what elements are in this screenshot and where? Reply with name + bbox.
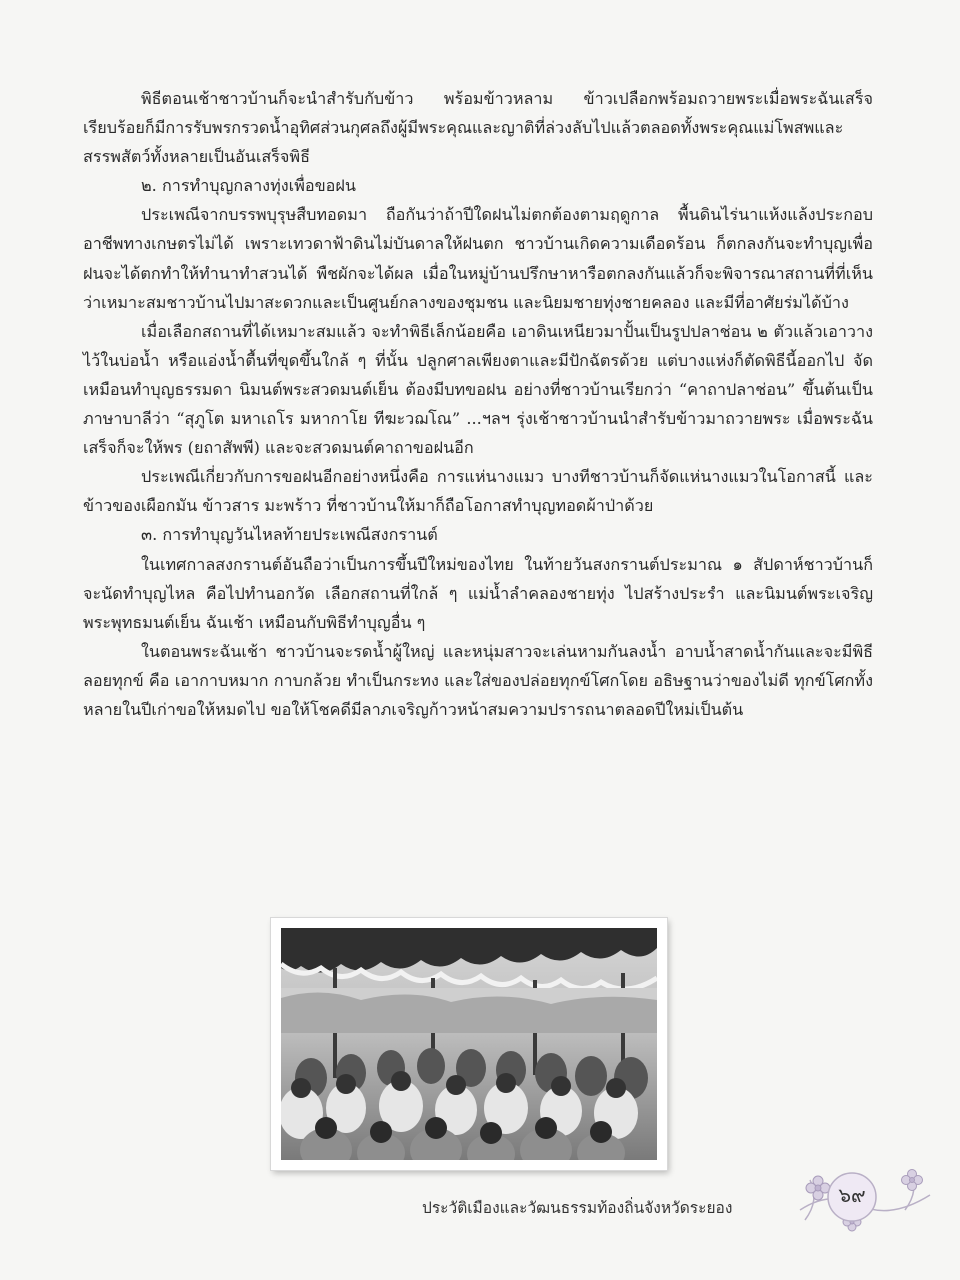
paragraph: ประเพณีเกี่ยวกับการขอฝนอีกอย่างหนึ่งคือ การแห่นางแมว บางทีชาวบ้านก็จัดแห่นางแมวในโอกาสนี้ และข้าวของเผือกมัน ข้าวสาร มะพร้าว ที่ชาวบ้านให้มาก็ถือโอกาสทำบุญทอดผ้าป่าด้วย	[83, 467, 873, 516]
paragraph: ในเทศกาลสงกรานต์อันถือว่าเป็นการขึ้นปีใหม่ของไทย ในท้ายวันสงกรานต์ประมาณ ๑ สัปดาห์ชาวบ้านก็จะนัดทำบุญไหล คือไปทำนอกวัด เลือกสถานที่ใกล้ ๆ แม่น้ำลำคลองชายทุ่ง ไปสร้างประรำ และนิมนต์พระเจริญพระพุทธมนต์เย็น ฉันเช้า เหมือนกับพิธีทำบุญอื่น ๆ	[83, 554, 873, 632]
ceremony-photo	[281, 928, 657, 1160]
section-heading: ๓. การทำบุญวันไหลท้ายประเพณีสงกรานต์	[141, 525, 438, 545]
section-heading: ๒. การทำบุญกลางทุ่งเพื่อขอฝน	[141, 176, 356, 196]
photo-frame	[271, 918, 667, 1170]
body-text	[83, 84, 873, 724]
paragraph: ประเพณีจากบรรพบุรุษสืบทอดมา ถือกันว่าถ้าปีใดฝนไม่ตกต้องตามฤดูกาล พื้นดินไร่นาแห้งแล้งประกอบอาชีพทางเกษตรไม่ได้ เพราะเทวดาฟ้าดินไม่บันดาลให้ฝนตก ชาวบ้านเกิดความเดือดร้อน ก็ตกลงกันจะทำบุญเพื่อฝนจะได้ตกทำให้ทำนาทำสวนได้ พืชผักจะได้ผล เมื่อในหมู่บ้านปรึกษาหารือตกลงกันแล้วก็จะพิจารณาสถานที่ที่เห็นว่าเหมาะสมชาวบ้านไปมาสะดวกและเป็นศูนย์กลางของชุมชน และนิยมชายทุ่งชายคลอง และมีที่อาศัยร่มได้บ้าง	[83, 205, 873, 312]
page-number: ๖๙	[838, 1183, 866, 1207]
paragraph: เมื่อเลือกสถานที่ได้เหมาะสมแล้ว จะทำพิธีเล็กน้อยคือ เอาดินเหนียวมาปั้นเป็นรูปปลาช่อน ๒ ตัวแล้วเอาวางไว้ในบ่อน้ำ หรือแอ่งน้ำตื้นที่ขุดขึ้นใกล้ ๆ ที่นั้น ปลูกศาลเพียงตาและมีปักฉัตรด้วย แต่บางแห่งก็ตัดพิธีนี้ออกไป จัดเหมือนทำบุญธรรมดา นิมนต์พระสวดมนต์เย็น ต้องมีบทขอฝน อย่างที่ชาวบ้านเรียกว่า “คาถาปลาช่อน” ขึ้นต้นเป็นภาษาบาลีว่า “สุภูโต มหาเถโร มหากาโย ทีฆะวฌโณ” ...ฯลฯ รุ่งเช้าชาวบ้านนำสำรับข้าวมาถวายพระ เมื่อพระฉันเสร็จก็จะให้พร (ยถาสัพพี) และจะสวดมนต์คาถาขอฝนอีก	[83, 321, 873, 458]
footer-book-title: ประวัติเมืองและวัฒนธรรมท้องถิ่นจังหวัดระยอง	[422, 1199, 733, 1217]
paragraph: ในตอนพระฉันเช้า ชาวบ้านจะรดน้ำผู้ใหญ่ และหนุ่มสาวจะเล่นหามกันลงน้ำ อาบน้ำสาดน้ำกันและจะมีพิธีลอยทุกข์ คือ เอากาบหมาก กาบกล้วย ทำเป็นกระทง และใส่ของปล่อยทุกข์โศกโดย อธิษฐานว่าของไม่ดี ทุกข์โศกทั้งหลายในปีเก่าขอให้หมดไป ขอให้โชคดีมีลาภเจริญก้าวหน้าสมความปรารถนาตลอดปีใหม่เป็นต้น	[83, 641, 873, 719]
paragraph: พิธีตอนเช้าชาวบ้านก็จะนำสำรับกับข้าว พร้อมข้าวหลาม ข้าวเปลือกพร้อมถวายพระเมื่อพระฉันเสร็จเรียบร้อยก็มีการรับพรกรวดน้ำอุทิศส่วนกุศลถึงผู้มีพระคุณและญาติที่ล่วงลับไปแล้วตลอดทั้งพระคุณแม่โพสพและสรรพสัตว์ทั้งหลายเป็นอันเสร็จพิธี	[83, 89, 873, 167]
